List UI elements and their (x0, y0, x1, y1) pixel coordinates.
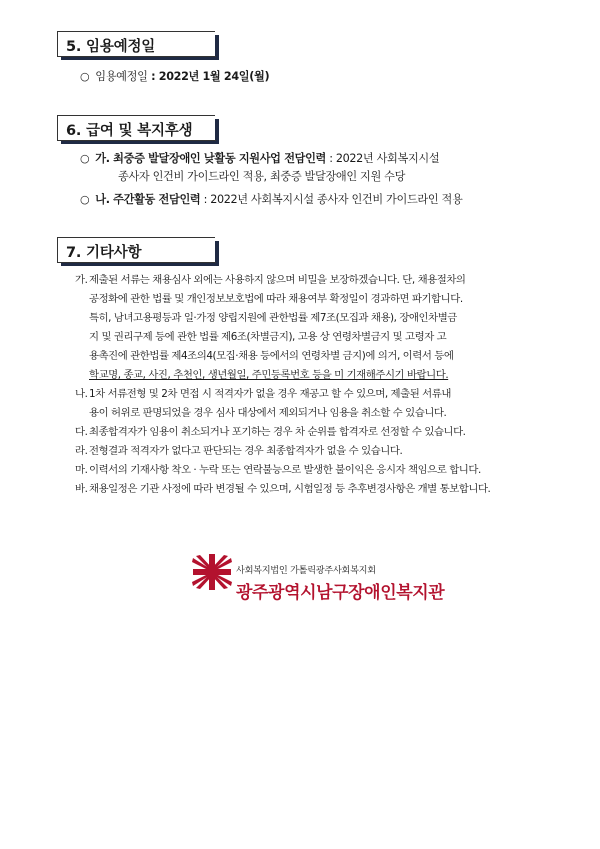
list-item-continued: 지 및 권리구제 등에 관한 법률 제6조(차별금지), 고용 상 연령차별금지 및 고령자 고 (89, 331, 447, 343)
list-marker: 마. (75, 464, 88, 476)
list-item (75, 271, 545, 290)
list-item-continued: 공정화에 관한 법률 및 개인정보보호법에 따라 채용여부 확정일이 경과하면 파기합니다. (89, 293, 463, 305)
list-item (75, 442, 545, 461)
list-marker: 바. (75, 483, 88, 495)
circle-bullet-icon: ○ (80, 70, 90, 83)
list-item-continued: 학교명, 종교, 사진, 추천인, 생년월일, 주민등록번호 등을 미 기재해주시기 바랍니다. (89, 369, 449, 381)
caritas-logo-icon (190, 552, 234, 592)
list-item-text: 채용일정은 기관 사정에 따라 변경될 수 있으며, 시험일정 등 추후변경사항은 개별 통보합니다. (89, 483, 491, 495)
list-item-text: 1차 서류전형 및 2차 면접 시 적격자가 없을 경우 재공고 할 수 있으며, 제출된 서류내 (89, 388, 451, 400)
salary-item-1-text: : 2022년 사회복지시설 (326, 152, 440, 165)
section-6-title: 6. 급여 및 복지후생 (66, 123, 193, 139)
section-6-heading (57, 115, 215, 140)
list-marker: 가. (75, 274, 88, 286)
salary-item-1-line2: 종사자 인건비 가이드라인 적용, 최중증 발달장애인 지원 수당 (118, 170, 406, 183)
circle-bullet-icon: ○ (80, 193, 90, 206)
section-7-heading (57, 237, 215, 262)
notes-list (75, 271, 545, 499)
salary-item-2-title: 나. 주간활동 전담인력 (95, 193, 201, 206)
list-item-continued: 용이 허위로 판명되었을 경우 심사 대상에서 제외되거나 임용을 취소할 수 있습니다. (89, 407, 447, 419)
section-7-title: 7. 기타사항 (66, 245, 142, 261)
list-item (75, 423, 545, 442)
list-marker: 나. (75, 388, 88, 400)
salary-item-2-text: : 2022년 사회복지시설 종사자 인건비 가이드라인 적용 (200, 193, 463, 206)
list-item-continued: 용촉진에 관한법률 제4조의4(모집·채용 등에서의 연령차별 금지)에 의거, 이력서 등에 (89, 350, 454, 362)
list-item-text: 최종합격자가 임용이 취소되거나 포기하는 경우 차 순위를 합격자로 선정할 수 있습니다. (89, 426, 466, 438)
org-parent-name: 사회복지법인 가톨릭광주사회복지회 (236, 565, 376, 576)
list-item-text: 제출된 서류는 채용심사 외에는 사용하지 않으며 비밀을 보장하겠습니다. 단, 채용절차의 (89, 274, 466, 286)
list-item-text: 전형결과 적격자가 없다고 판단되는 경우 최종합격자가 없을 수 있습니다. (89, 445, 403, 457)
list-item (75, 461, 545, 480)
section-5-heading (57, 31, 215, 56)
list-marker: 다. (75, 426, 88, 438)
list-item (75, 480, 545, 499)
salary-item-1-title: 가. 최중증 발달장애인 낮활동 지원사업 전담인력 (95, 152, 327, 165)
start-date-label: 임용예정일 (95, 70, 148, 83)
salary-item-2 (80, 191, 462, 207)
org-name: 광주광역시남구장애인복지관 (236, 583, 445, 603)
section-5-line (80, 68, 269, 84)
list-marker: 라. (75, 445, 88, 457)
list-item-text: 이력서의 기재사항 착오 · 누락 또는 연락불능으로 발생한 불이익은 응시자 책임으로 합니다. (89, 464, 481, 476)
section-5-title: 5. 임용예정일 (66, 39, 156, 55)
circle-bullet-icon: ○ (80, 152, 90, 165)
start-date-value: : 2022년 1월 24일(월) (147, 70, 270, 83)
salary-item-1 (80, 150, 439, 166)
list-item-continued: 특히, 남녀고용평등과 일·가정 양립지원에 관한법률 제7조(모집과 채용), 장애인차별금 (89, 312, 457, 324)
list-item (75, 385, 545, 404)
